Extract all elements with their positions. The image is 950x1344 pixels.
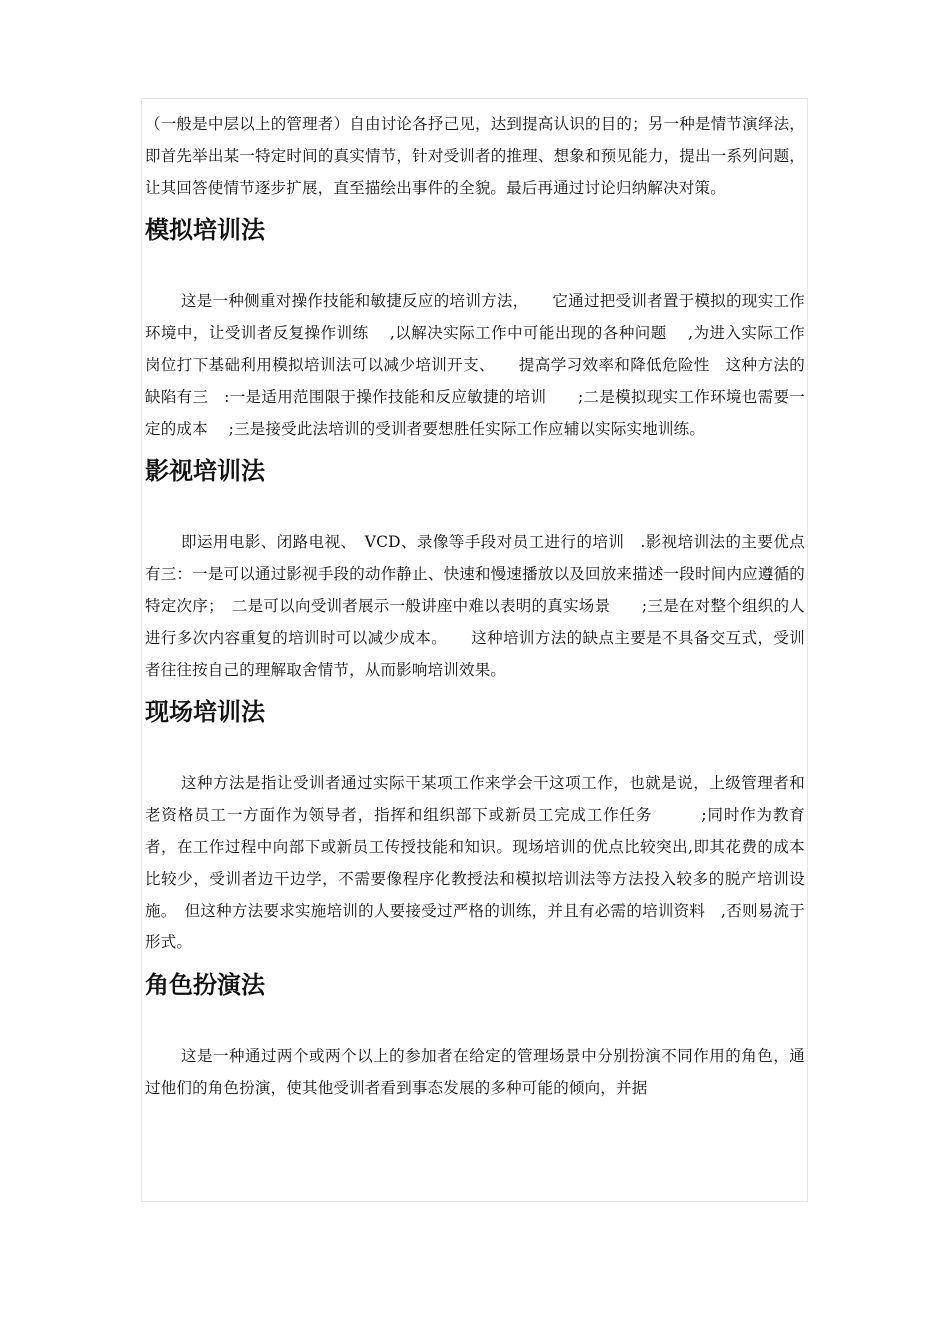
- document-content: [145, 109, 805, 1105]
- section-paragraph: 这是一种侧重对操作技能和敏捷反应的培训方法， 它通过把受训者置于模拟的现实工作环境中，让受训者反复操作训练 ,以解决实际工作中可能出现的各种问题 ,为进入实际工作岗位打下基础利用模拟培训法可以减少培训开支、 提高学习效率和降低危险性 这种方法的缺陷有三 :一是适用范围限于操作技能和反应敏捷的培训 ;二是模拟现实工作环境也需要一定的成本 ;三是接受此法培训的受训者要想胜任实际工作应辅以实际实地训练。: [145, 292, 805, 438]
- section-video-training: [145, 455, 805, 686]
- document-page: [141, 98, 808, 1202]
- section-paragraph: 这是一种通过两个或两个以上的参加者在给定的管理场景中分别扮演不同作用的角色，通过他们的角色扮演，使其他受训者看到事态发展的多种可能的倾向，并据: [145, 1047, 805, 1097]
- section-heading: 影视培训法: [145, 457, 265, 486]
- section-role-play: [145, 969, 805, 1105]
- section-simulation-training: [145, 214, 805, 445]
- section-heading: 现场培训法: [145, 698, 265, 727]
- section-heading: 角色扮演法: [145, 971, 265, 1000]
- section-paragraph: 即运用电影、闭路电视、 VCD、录像等手段对员工进行的培训 .影视培训法的主要优点有三：一是可以通过影视手段的动作静止、快速和慢速播放以及回放来描述一段时间内应遵循的特定次序； 二是可以向受训者展示一般讲座中难以表明的真实场景 ;三是在对整个组织的人进行多次内容重复的培训时可以减少成本。 这种培训方法的缺点主要是不具备交互式，受训者往往按自己的理解取舍情节，从而影响培训效果。: [145, 533, 805, 679]
- section-paragraph: 这种方法是指让受训者通过实际干某项工作来学会干这项工作，也就是说，上级管理者和老资格员工一方面作为领导者，指挥和组织部下或新员工完成工作任务 ;同时作为教育者，在工作过程中向部下或新员工传授技能和知识。现场培训的优点比较突出,即其花费的成本比较少，受训者边干边学，不需要像程序化教授法和模拟培训法等方法投入较多的脱产培训设施。 但这种方法要求实施培训的人要接受过严格的训练，并且有必需的培训资料 ,否则易流于形式。: [145, 774, 805, 952]
- section-onsite-training: [145, 696, 805, 959]
- section-heading: 模拟培训法: [145, 216, 265, 245]
- intro-paragraph: （一般是中层以上的管理者）自由讨论各抒己见，达到提高认识的目的；另一种是情节演绎法，即首先举出某一特定时间的真实情节，针对受训者的推理、想象和预见能力，提出一系列问题，让其回答使情节逐步扩展，直至描绘出事件的全貌。最后再通过讨论归纳解决对策。: [145, 115, 805, 197]
